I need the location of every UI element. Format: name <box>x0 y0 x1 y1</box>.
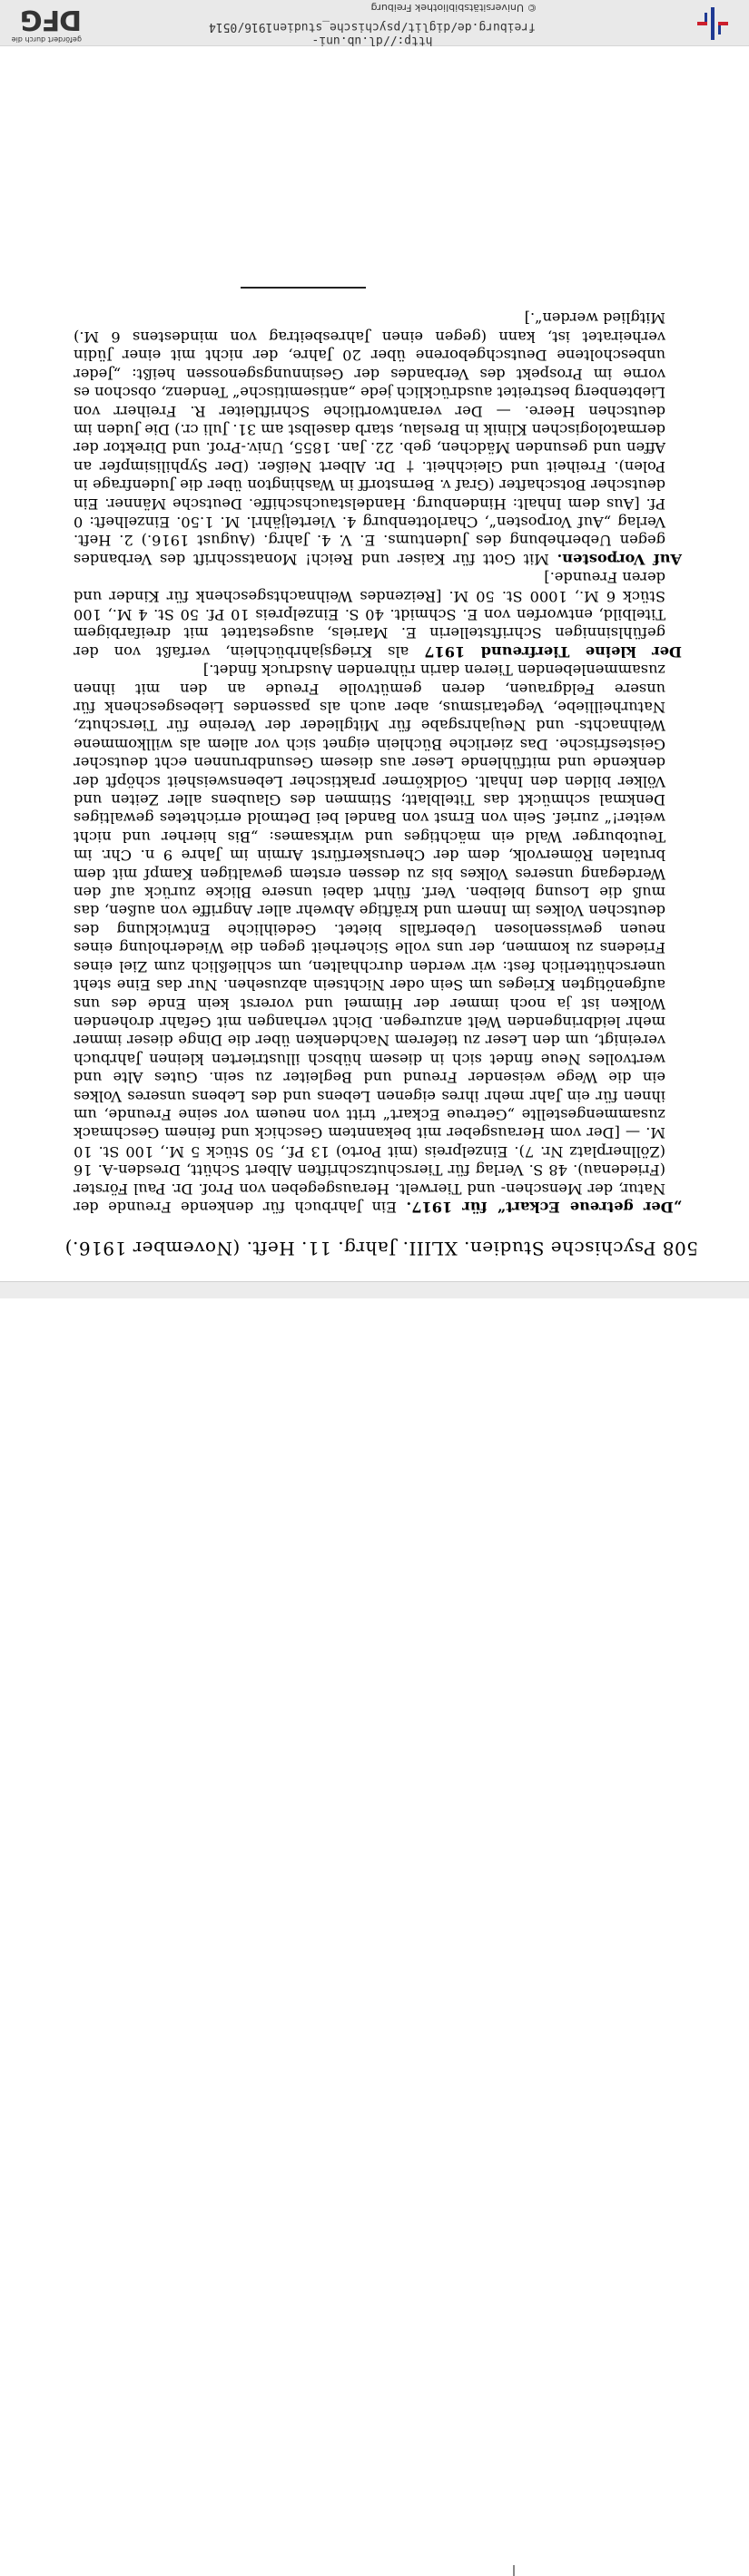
page-number: 508 <box>662 1238 698 1259</box>
page-url[interactable]: http://dl.ub.uni-freiburg.de/diglit/psychische_studien1916/0514 <box>208 20 537 47</box>
footer-bar <box>0 0 749 46</box>
dfg-funded-label: gefördert durch die <box>11 35 82 44</box>
entry-title: Auf Vorposten. <box>557 550 682 568</box>
review-text <box>74 309 682 1216</box>
running-header <box>63 1238 698 1259</box>
copyright-text: © Universitätsbibliothek Freiburg <box>370 2 537 14</box>
scrollbar[interactable] <box>0 1281 749 1298</box>
review-entry <box>74 661 682 1216</box>
entry-title: Der kleine Tierfreund 1917 <box>424 642 682 661</box>
section-rule <box>241 287 366 289</box>
dfg-logo-text: DFG <box>20 4 82 35</box>
entry-title: „Der getreue Eckart“ für 1917. <box>406 1199 682 1216</box>
university-logo-icon <box>694 5 732 42</box>
dfg-logo <box>0 2 82 44</box>
document-page <box>0 45 749 1281</box>
running-title: Psychische Studien. XLIII. Jahrg. 11. Heft. (November 1916.) <box>64 1238 656 1259</box>
review-entry <box>74 309 682 568</box>
entry-body: als Kriegsjahrbüchlein, verfaßt von der gefühlsinnigen Schriftstellerin E. Mariels, ausgestattet mit dreifarbigem Titelbild, entworfen von E. Schmidt. 40 S. Einzelpreis 10 Pf. 50 St. 4 M., 100 Stück 6 M., 1000 St. 50 M. [Reizendes Weihnachtsgeschenk für Kinder und deren Freunde.] <box>74 569 665 661</box>
entry-body: Mit Gott für Kaiser und Reich! Monatsschrift des Verbandes gegen Ueberhebung des Judentums. E. V. 4. Jahrg. (August 1916.) 2. Heft. Verlag „Auf Vorposten“, Charlottenburg 4. Vierteljährl. M. 1.50. Einzelheft: 0 Pf. [Aus dem Inhalt: Hindenburg. Handelstauchschiffe. Deutsche Männer. Ein deutscher Botschafter (Graf v. Bernstorff in Washington über die Judenfrage in Polen). Freiheit und Gleichheit. † Dr. Albert Neißer. (Der Syphilisimpfer an Affen und gesunden Mädchen, geb. 22. Jan. 1855, Univ.-Prof. und Direktor der dermatologischen Klinik in Breslau, starb daselbst am 31. Juli cr.) Die Juden im deutschen Heere. — Der verantwortliche Schriftleiter R. Freiherr von Liebtenberg bestreitet ausdrücklich jede „antisemitische“ Tendenz, obschon es vorne im Prospekt des Verbandes der Gesinnungsgenossen heißt: „Jeder unbescholtene Deutschgeborene über 20 Jahre, der nicht mit einer Jüdin verheiratet ist, kann (gegen einen Jahresbeitrag von mindestens 6 M.) Mitglied werden“.] <box>74 309 665 568</box>
scrollbar-thumb[interactable] <box>513 2565 515 2576</box>
review-entry <box>74 568 682 661</box>
entry-body: Ein Jahrbuch für denkende Freunde der Natur, der Menschen- und Tierwelt. Herausgegeben von Prof. Dr. Paul Förster (Friedenau). 48 S. Verlag für Tierschutzschriften Albert Schütt, Dresden-A. 16 (Zöllnerplatz Nr. 7). Einzelpreis (mit Porto) 13 Pf., 50 Stück 5 M., 100 St. 10 M. — [Der vom Herausgeber mit bekanntem Geschick und feinem Geschmack zusammengestellte „Getreue Eckart“ tritt von neuem vor seine Freunde, um ihnen für ein Jahr mehr ihres eigenen Lebens und des Lebens unseres Volkes ein die Wege weisender Freund und Begleiter zu sein. Gutes Alte und wertvolles Neue findet sich in diesem hübsch illustrierten kleinen Jahrbuch vereinigt, um den Leser zu tieferem Nachdenken über die Dinge dieser immer mehr leidbringenden Welt anzuregen. Dicht verhangen mit Gefahr drohenden Wolken ist ja noch immer der Himmel und vorerst kein Ende des uns aufgenötigten Krieges um Sein oder Nichtsein abzusehen. Nur das Eine steht unerschütterlich fest: wir werden durchhalten, um schließlich zum Ziel eines Friedens zu kommen, der uns volle Sicherheit gegen die Wiederholung eines neuen gewissenlosen Ueberfalls bietet. Gedeihliche Entwicklung des deutschen Volkes im Innern und kräftige Abwehr aller Angriffe von außen, das muß die Losung bleiben. Verf. führt dabei unsere Blicke zurück auf den Werdegang unseres Volkes bis zu dessen erstem gewaltigen Kampf mit dem brutalen Römervolk, dem der Cheruskerfürst Armin im Jahre 9 n. Chr. im Teutoburger Wald ein mächtiges und wirksames: „Bis hierher und nicht weiter!“ zurief. Sein von Ernst von Bandel bei Detmold errichtetes gewaltiges Denkmal schmückt das Titelblatt; Stimmen des Glaubens aller Zeiten und Völker bilden den Inhalt. Goldkörner praktischer Lebensweisheit schöpft der denkende und mitfühlende Leser aus diesem Gesundbrunnen echt deutscher Geistesfrische. Das zierliche Büchlein eignet sich vor allem als willkommene Weihnachts- und Neujahrsgabe für Mitglieder der Vereine für Tierschutz, Naturheilliebe, Vegetarismus, aber auch als passendes Liebesgeschenk für unsere Feldgrauen, deren gemütvolle Freude an den mit ihnen zusammenlebenden Tieren darin rührenden Ausdruck findet.] <box>74 661 665 1216</box>
